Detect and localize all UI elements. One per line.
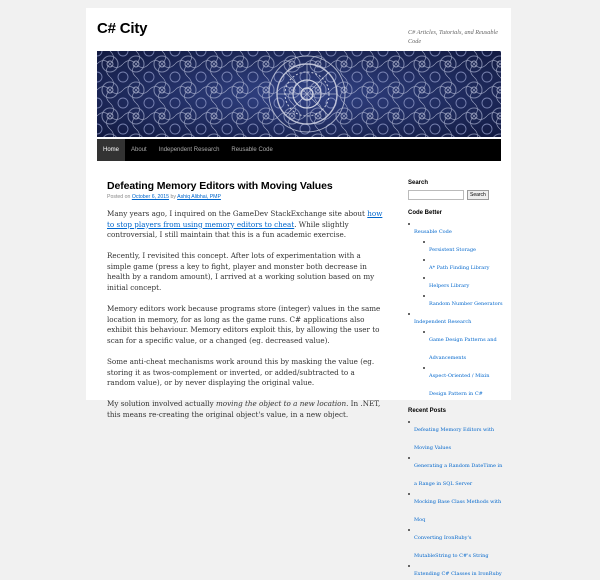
page-game-design-patterns[interactable]: Game Design Patterns and Advancements	[429, 337, 497, 361]
paragraph-4: Some anti-cheat mechanisms work around this by masking the value (eg. storing it as twos-complement or inverted, or added/subtracted to a random value), or by never displaying the original value.	[107, 357, 375, 388]
bullet-icon	[408, 565, 410, 567]
p5-text-start: My solution involved actually	[107, 399, 216, 409]
sidebar	[408, 180, 503, 580]
recent-posts-list	[408, 418, 503, 580]
list-item	[423, 364, 503, 400]
paragraph-3: Memory editors work because programs store (integer) values in the same location in memory, for as long as the game runs. C# applications also exhibit this behaviour. Memory editors exploit this, by allowing the user to scan for a specific value, or a changed (eg. decreased value).	[107, 304, 381, 345]
recent-post-link[interactable]: Generating a Random DateTime in a Range in SQL Server	[414, 463, 503, 487]
list-item	[423, 292, 503, 310]
nav-reusable-code[interactable]: Reusable Code	[231, 147, 273, 153]
list-item	[408, 310, 503, 400]
bullet-icon	[423, 367, 425, 369]
main-navigation	[97, 139, 501, 161]
list-item	[408, 526, 503, 562]
main-content	[107, 180, 383, 431]
list-item	[423, 256, 503, 274]
meta-prefix: Posted on	[107, 194, 131, 200]
stackexchange-question-link[interactable]: how to stop players from using memory editors to cheat	[107, 209, 383, 229]
post-title[interactable]: Defeating Memory Editors with Moving Values	[107, 180, 333, 192]
nav-independent-research[interactable]: Independent Research	[158, 147, 220, 153]
code-better-tree	[408, 220, 503, 400]
recent-post-link[interactable]: Extending C# Classes in IronRuby	[414, 571, 502, 577]
list-item	[423, 328, 503, 364]
post-date-link[interactable]: October 6, 2015	[131, 194, 170, 200]
search-input[interactable]	[408, 190, 464, 200]
list-item	[408, 418, 503, 454]
lace-pattern-image	[97, 51, 501, 137]
list-item	[408, 220, 503, 310]
search-button[interactable]: Search	[467, 190, 489, 200]
recent-post-link[interactable]: Converting IronRuby's MutableString to C#'s String	[414, 535, 489, 559]
p5-emphasis: moving the object to a new location	[215, 399, 347, 409]
list-item	[408, 490, 503, 526]
entry-meta	[107, 194, 383, 200]
post-body	[107, 209, 383, 421]
page-helpers-library[interactable]: Helpers Library	[429, 283, 470, 289]
bullet-icon	[423, 241, 425, 243]
paragraph-5	[107, 399, 383, 420]
nav-about[interactable]: About	[131, 147, 147, 153]
paragraph-2: Recently, I revisited this concept. After lots of experimentation with a simple game (press a key to fight, player and monster both decrease in health by a random amount), I arrived at a working solution based on my initial concept.	[107, 251, 375, 293]
meta-by: by	[170, 194, 176, 200]
recent-post-link[interactable]: Defeating Memory Editors with Moving Values	[414, 427, 495, 451]
page-astar-library[interactable]: A* Path Finding Library	[429, 265, 490, 271]
bullet-icon	[423, 331, 425, 333]
p1-text-start: Many years ago, I inquired on the GameDev StackExchange site about	[107, 209, 368, 218]
search-form	[408, 190, 503, 200]
list-item	[423, 238, 503, 256]
bullet-icon	[408, 223, 410, 225]
list-item	[408, 454, 503, 490]
author-link[interactable]: Ashiq Alibhai, PMP	[177, 194, 221, 200]
bullet-icon	[423, 295, 425, 297]
nav-home[interactable]: Home	[97, 139, 125, 161]
list-item	[423, 274, 503, 292]
code-better-widget-title: Code Better	[408, 210, 443, 216]
page-aspect-oriented-mixin[interactable]: Aspect-Oriented / Mixin Design Pattern in C#	[429, 373, 490, 397]
bullet-icon	[408, 529, 410, 531]
bullet-icon	[408, 493, 410, 495]
recent-posts-widget-title: Recent Posts	[408, 408, 447, 414]
bullet-icon	[408, 421, 410, 423]
p5-text-end: . In .NET, this means re-creating the original object's value, in a new object.	[107, 399, 381, 419]
list-item	[408, 562, 503, 580]
paragraph-1	[107, 209, 383, 241]
bullet-icon	[423, 277, 425, 279]
site-description: C# Articles, Tutorials, and Reusable Code	[408, 29, 498, 45]
page-random-number-generators[interactable]: Random Number Generators	[429, 301, 503, 307]
category-independent-research[interactable]: Independent Research	[414, 319, 472, 325]
page-persistent-storage[interactable]: Persistent Storage	[429, 247, 476, 253]
p1-text-end: . While slightly controversial, I still maintain that this is a fun academic exercise.	[107, 219, 349, 240]
header-banner-image	[97, 51, 501, 137]
search-widget-title: Search	[408, 180, 429, 186]
category-reusable-code[interactable]: Reusable Code	[414, 229, 452, 235]
site-title[interactable]: C# City	[97, 20, 148, 37]
page-wrapper	[86, 8, 511, 577]
bullet-icon	[423, 259, 425, 261]
recent-post-link[interactable]: Mocking Base Class Methods with Moq	[414, 499, 502, 523]
bullet-icon	[408, 313, 410, 315]
bullet-icon	[408, 457, 410, 459]
